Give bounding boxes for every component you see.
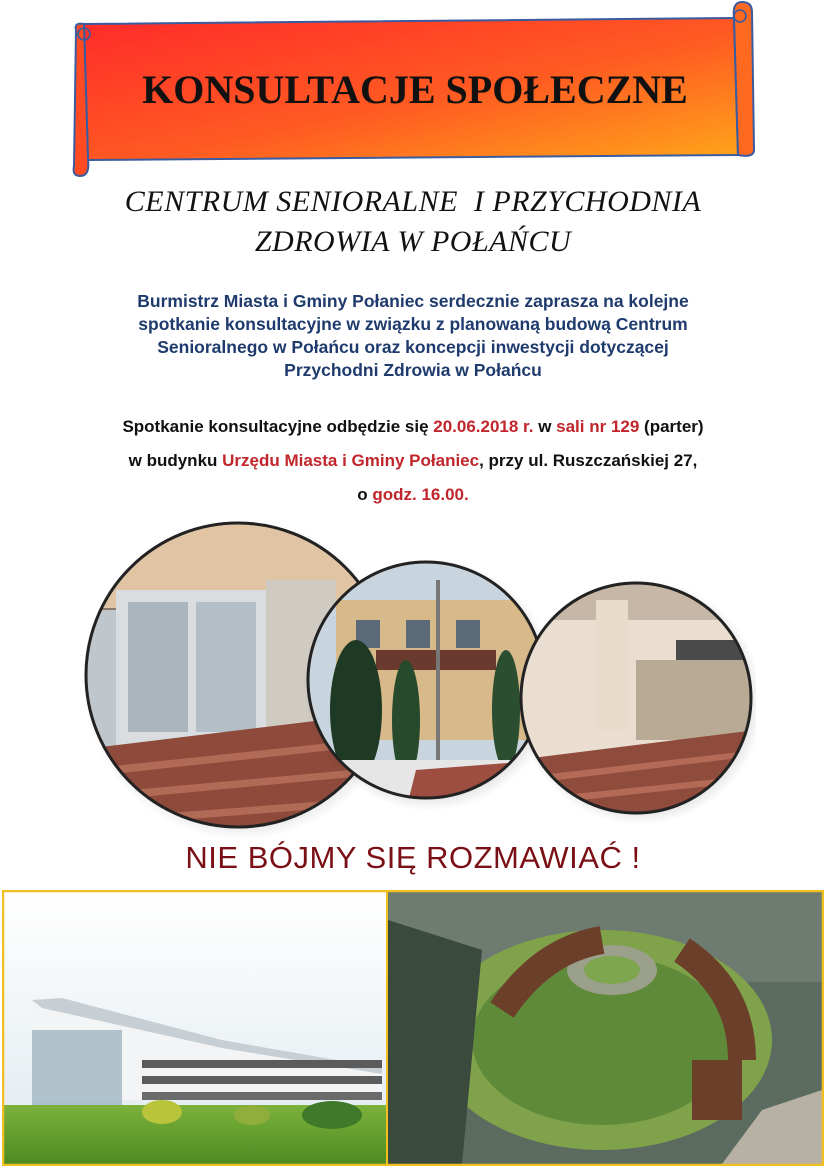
banner-title: KONSULTACJE SPOŁECZNE bbox=[142, 67, 688, 112]
details-text: w bbox=[533, 417, 557, 436]
details-text: (parter) bbox=[639, 417, 704, 436]
intro-text bbox=[60, 290, 766, 382]
details-text: w budynku bbox=[128, 451, 223, 470]
meeting-details bbox=[30, 410, 796, 512]
render-senior-center bbox=[4, 892, 386, 1164]
render-aerial-view bbox=[388, 892, 822, 1164]
intro-line-1: Burmistrz Miasta i Gminy Połaniec serdecznie zaprasza na kolejne bbox=[137, 291, 689, 311]
building-photos bbox=[76, 520, 756, 840]
architectural-renders bbox=[2, 890, 824, 1166]
intro-line-3: Senioralnego w Połańcu oraz koncepcji inwestycji dotyczącej bbox=[157, 337, 669, 357]
details-text: o bbox=[357, 485, 373, 504]
intro-line-4: Przychodni Zdrowia w Połańcu bbox=[284, 360, 542, 380]
details-line-2 bbox=[30, 444, 796, 478]
details-text: , przy ul. Ruszczańskiej 27, bbox=[479, 451, 698, 470]
intro-line-2: spotkanie konsultacyjne w związku z planowaną budową Centrum bbox=[138, 314, 688, 334]
details-line-1 bbox=[30, 410, 796, 444]
subtitle-line-2: ZDROWIA W POŁAŃCU bbox=[254, 225, 572, 258]
meeting-office: Urzędu Miasta i Gminy Połaniec bbox=[222, 451, 480, 470]
details-text: Spotkanie konsultacyjne odbędzie się bbox=[122, 417, 434, 436]
meeting-time: godz. 16.00. bbox=[372, 485, 469, 504]
subtitle-line-1: CENTRUM SENIORALNE I PRZYCHODNIA bbox=[124, 185, 702, 218]
subtitle bbox=[40, 182, 786, 262]
slogan: NIE BÓJMY SIĘ ROZMAWIAĆ ! bbox=[185, 840, 641, 875]
meeting-date: 20.06.2018 r. bbox=[433, 417, 534, 436]
photo-terrace bbox=[516, 579, 756, 825]
meeting-room: sali nr 129 bbox=[556, 417, 640, 436]
details-line-3 bbox=[30, 478, 796, 512]
